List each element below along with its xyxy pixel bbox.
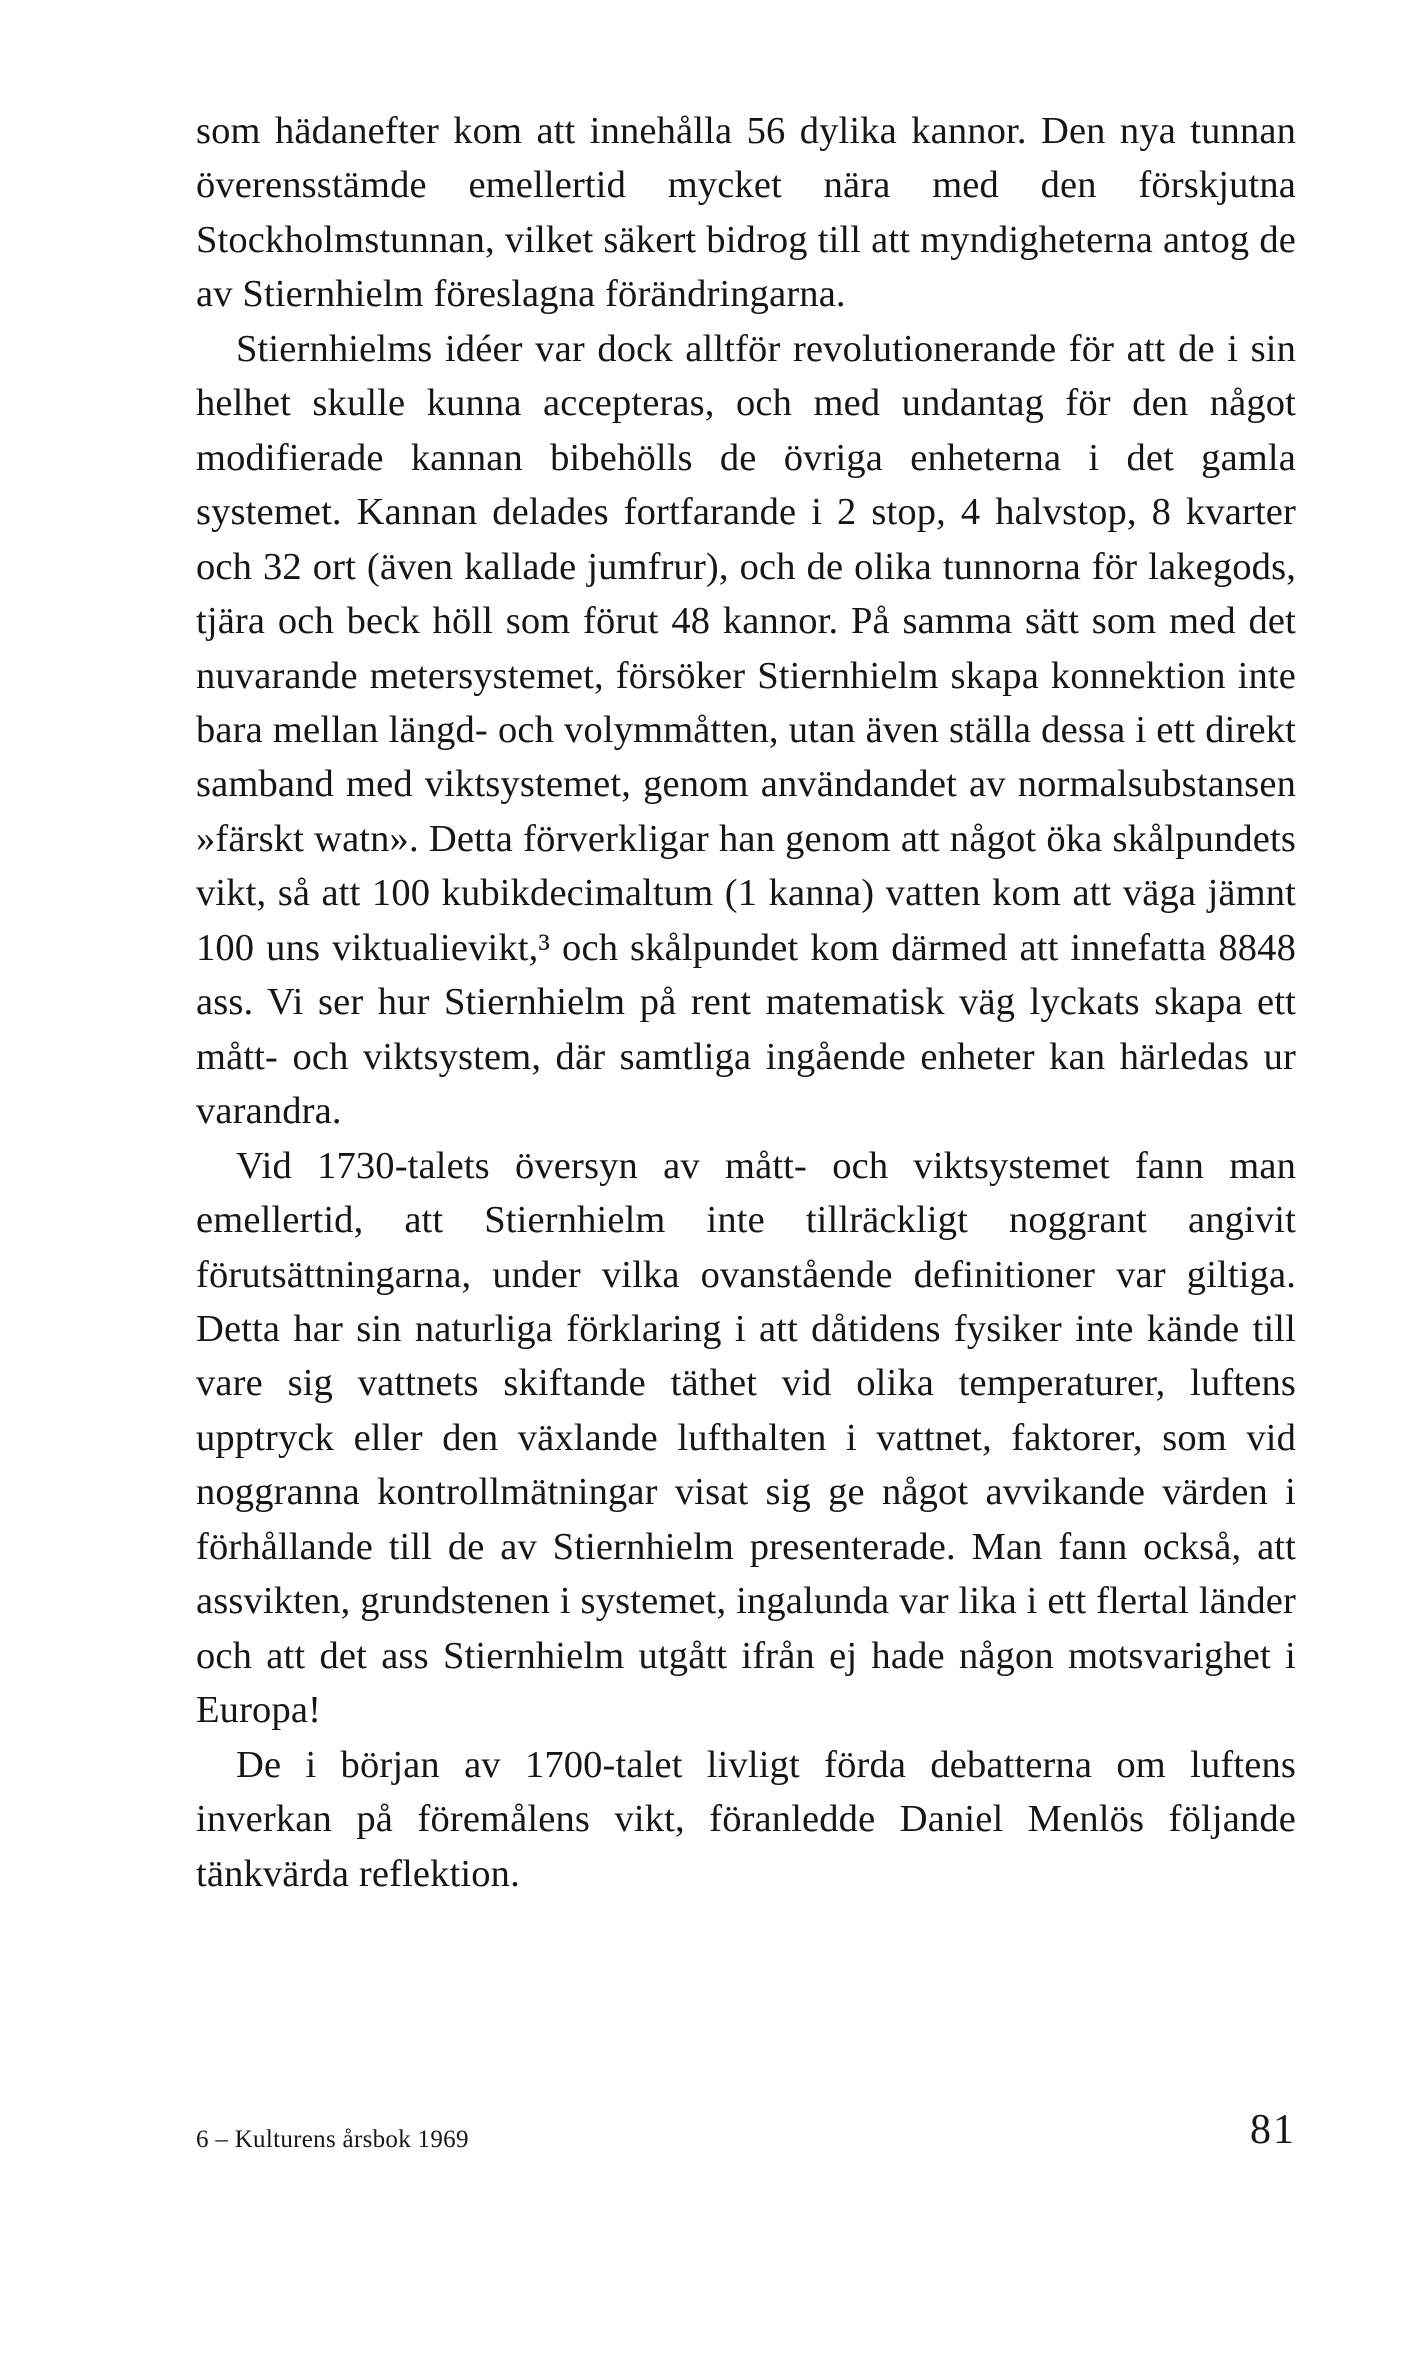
paragraph-2: Stiernhielms idéer var dock alltför revolutionerande för att de i sin helhet skulle kunna accepteras, och med undantag för den något modifierade kannan bibehölls de övriga enheterna i det gamla systemet. Kannan delades fortfarande i 2 stop, 4 halvstop, 8 kvarter och 32 ort (även kallade jumfrur), och de olika tunnorna för lakegods, tjära och beck höll som förut 48 kannor. På samma sätt som med det nuvarande metersystemet, försöker Stiernhielm skapa konnektion inte bara mellan längd- och volymmåtten, utan även ställa dessa i ett direkt samband med viktsystemet, genom användandet av normalsubstansen »färskt watn». Detta förverkligar han genom att något öka skålpundets vikt, så att 100 kubikdecimaltum (1 kanna) vatten kom att väga jämnt 100 uns viktualievikt,³ och skålpundet kom därmed att innefatta 8848 ass. Vi ser hur Stiernhielm på rent matematisk väg lyckats skapa ett mått- och viktsystem, där samtliga ingående enheter kan härledas ur varandra. xyxy=(196,327,1296,1133)
paragraph-1: som hädanefter kom att innehålla 56 dylika kannor. Den nya tunnan överensstämde emellertid mycket nära med den förskjutna Stockholmstunnan, vilket säkert bidrog till att myndigheterna antog de av Stiernhielm föreslagna förändringarna. xyxy=(196,110,1296,316)
paragraph-4: De i början av 1700-talet livligt förda debatterna om luftens inverkan på föremålens vikt, föranledde Daniel Menlös följande tänkvärda reflektion. xyxy=(196,1743,1296,1895)
paragraph-3: Vid 1730-talets översyn av mått- och viktsystemet fann man emellertid, att Stiernhielm inte tillräckligt noggrant angivit förutsättningarna, under vilka ovanstående definitioner var giltiga. Detta har sin naturliga förklaring i att dåtidens fysiker inte kände till vare sig vattnets skiftande täthet vid olika temperaturer, luftens upptryck eller den växlande lufthalten i vattnet, faktorer, som vid noggranna kontrollmätningar visat sig ge något avvikande värden i förhållande till de av Stiernhielm presenterade. Man fann också, att assvikten, grundstenen i systemet, ingalunda var lika i ett flertal länder och att det ass Stiernhielm utgått ifrån ej hade någon motsvarighet i Europa! xyxy=(196,1144,1296,1732)
footer-signature: 6 – Kulturens årsbok 1969 xyxy=(196,2126,469,2153)
page-footer xyxy=(196,2100,1296,2180)
page-number: 81 xyxy=(1250,2107,1296,2153)
body-text xyxy=(196,104,1296,1901)
